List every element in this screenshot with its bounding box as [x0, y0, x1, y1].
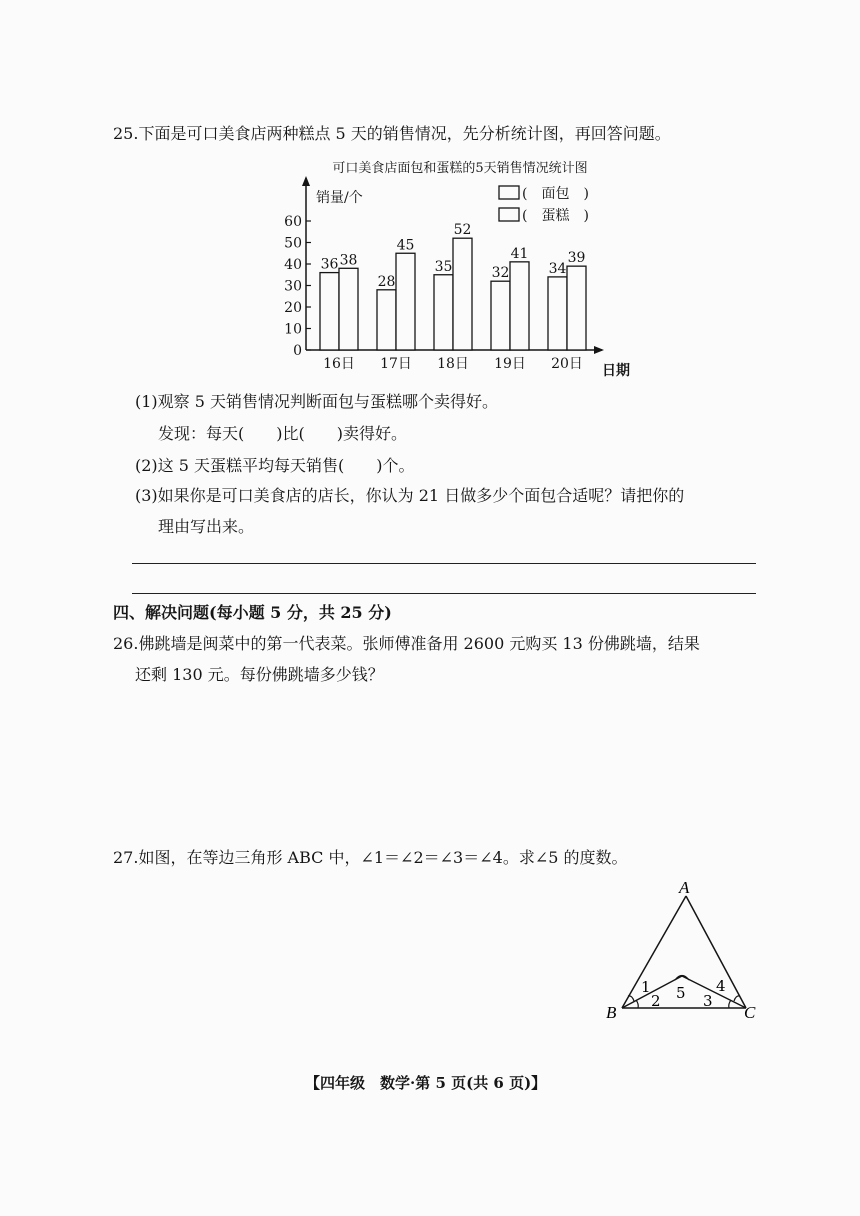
bar-value-label: 28	[377, 273, 396, 290]
answer-line-1	[132, 563, 756, 564]
angle-arc-3	[729, 1000, 731, 1008]
vertex-a-label: A	[679, 878, 690, 897]
triangle-svg	[598, 878, 768, 1028]
bar-cake	[510, 262, 529, 350]
bar-cake	[339, 268, 358, 350]
bar-value-label: 32	[491, 265, 510, 282]
vertex-b-label: B	[606, 1003, 617, 1022]
vertex-c-label: C	[744, 1003, 756, 1022]
x-tick-label: 16日	[323, 356, 355, 372]
bar-value-label: 35	[434, 258, 453, 275]
angle-3-label: 3	[703, 992, 713, 1010]
answer-line-2	[132, 593, 756, 594]
angle-arc-2	[636, 1000, 638, 1008]
x-axis-arrow	[594, 346, 604, 354]
y-tick-label: 40	[284, 257, 302, 273]
bar-value-label: 45	[396, 237, 415, 254]
y-tick-label: 60	[284, 214, 302, 230]
bar-value-label: 52	[453, 222, 472, 239]
legend-swatch-bread	[499, 186, 519, 199]
q25-question: 25.下面是可口美食店两种糕点 5 天的销售情况，先分析统计图，再回答问题。	[113, 124, 671, 143]
sales-bar-chart	[260, 150, 660, 385]
q25-sub2: (2)这 5 天蛋糕平均每天销售( )个。	[135, 456, 415, 475]
chart-legend	[499, 186, 589, 224]
bar-value-label: 41	[510, 245, 529, 262]
bar-bread	[320, 273, 339, 350]
legend-label-cake: ( 蛋糕 )	[522, 208, 589, 224]
bar-bread	[548, 277, 567, 350]
x-tick-label: 17日	[380, 356, 412, 372]
bar-bread	[377, 290, 396, 350]
bar-value-label: 38	[339, 252, 358, 269]
chart-x-axis-label: 日期	[602, 363, 630, 379]
q26-line1: 26.佛跳墙是闽菜中的第一代表菜。张师傅准备用 2600 元购买 13 份佛跳墙，结果	[113, 634, 700, 653]
angle-4-label: 4	[716, 977, 726, 995]
angle-2-label: 2	[651, 992, 661, 1010]
q25-sub1-find: 发现：每天( )比( )卖得好。	[158, 424, 407, 443]
bar-bread	[434, 275, 453, 350]
y-tick-label: 30	[284, 278, 302, 295]
legend-swatch-cake	[499, 208, 519, 221]
chart-y-axis-label: 销量/个	[316, 190, 363, 206]
bar-bread	[491, 281, 510, 350]
angle-1-label: 1	[641, 978, 651, 996]
bar-value-label: 36	[320, 256, 339, 273]
triangle-diagram	[598, 878, 768, 1028]
x-tick-label: 20日	[551, 356, 583, 372]
q25-sub1: (1)观察 5 天销售情况判断面包与蛋糕哪个卖得好。	[135, 392, 499, 411]
bar-value-label: 34	[548, 260, 567, 277]
inner-line-c	[682, 976, 746, 1008]
section-4-title: 四、解决问题(每小题 5 分，共 25 分)	[113, 603, 392, 622]
y-tick-label: 10	[284, 321, 302, 338]
bar-value-label: 39	[567, 250, 586, 267]
y-tick-label: 0	[293, 343, 302, 359]
q25-sub3-line2: 理由写出来。	[158, 517, 255, 536]
bar-cake	[396, 253, 415, 350]
x-tick-label: 19日	[494, 356, 526, 372]
chart-svg	[260, 150, 660, 385]
angle-5-label: 5	[676, 984, 686, 1002]
y-axis-arrow	[302, 176, 310, 186]
y-tick-label: 50	[284, 235, 302, 252]
y-tick-label: 20	[284, 300, 302, 316]
q26-line2: 还剩 130 元。每份佛跳墙多少钱？	[135, 665, 384, 684]
page-footer: 【四年级 数学·第 5 页(共 6 页)】	[305, 1074, 547, 1092]
bar-cake	[453, 238, 472, 350]
x-tick-label: 18日	[437, 356, 469, 372]
q27-question: 27.如图，在等边三角形 ABC 中，∠1＝∠2＝∠3＝∠4。求∠5 的度数。	[113, 848, 628, 867]
bar-cake	[567, 266, 586, 350]
q25-sub3-line1: (3)如果你是可口美食店的店长，你认为 21 日做多少个面包合适呢？请把你的	[135, 486, 685, 505]
legend-label-bread: ( 面包 )	[522, 186, 589, 202]
chart-title: 可口美食店面包和蛋糕的5天销售情况统计图	[332, 161, 588, 176]
